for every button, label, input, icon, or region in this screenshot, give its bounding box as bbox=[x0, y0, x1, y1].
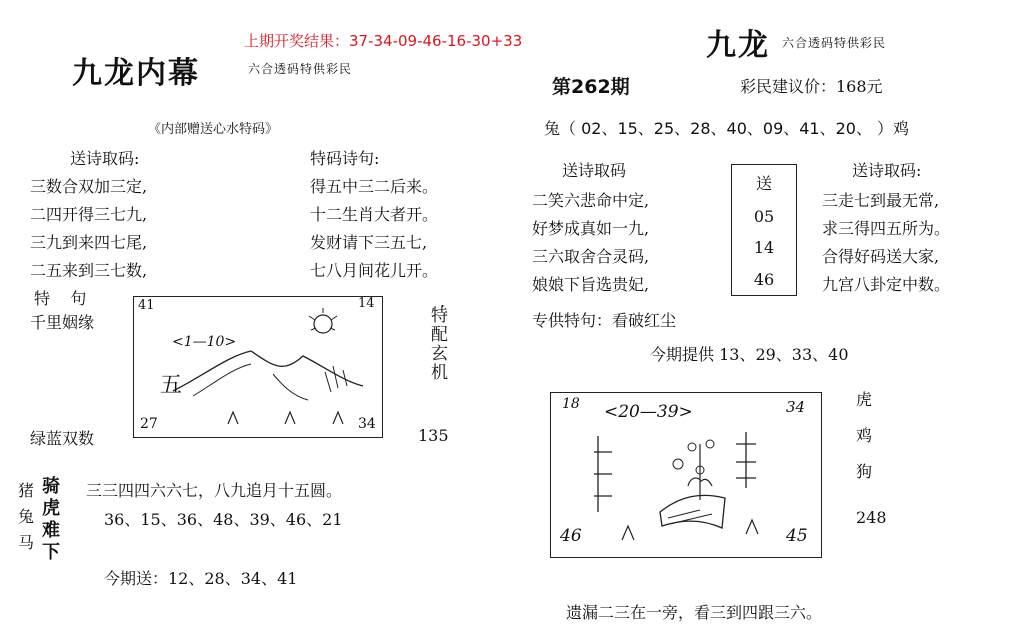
send-label: 送 bbox=[755, 174, 772, 194]
dot: . bbox=[440, 292, 446, 311]
left-special-poem-heading: 特码诗句: bbox=[310, 149, 380, 168]
left-poem-right bbox=[310, 173, 438, 285]
riddle-col bbox=[42, 476, 60, 564]
right-animals bbox=[856, 382, 872, 490]
poem-line: 合得好码送大家, bbox=[822, 247, 940, 266]
poem-line: 得五中三二后来。 bbox=[310, 177, 439, 196]
right-special-phrase: 专供特句：看破红尘 bbox=[532, 311, 677, 330]
riddle-char: 难 bbox=[42, 520, 60, 541]
riddle-char: 虎 bbox=[42, 498, 60, 519]
animal-rabbit: 兔 bbox=[18, 507, 35, 526]
poem-line: 求三得四五所为。 bbox=[822, 219, 951, 238]
number-248: 248 bbox=[856, 508, 887, 527]
send-number: 14 bbox=[753, 238, 775, 258]
send-number: 05 bbox=[753, 206, 775, 226]
left-sketch-drawing bbox=[133, 296, 383, 438]
poem-line: 发财请下三五七, bbox=[310, 233, 428, 252]
sketch-num-34: 34 bbox=[358, 416, 376, 432]
animals-col bbox=[18, 478, 34, 556]
provide-numbers: 今期提供 13、29、33、40 bbox=[650, 345, 849, 364]
animal-tiger: 虎 bbox=[856, 390, 873, 409]
left-title: 九龙内幕 bbox=[72, 56, 200, 91]
left-poem-left bbox=[30, 173, 147, 285]
issue-number: 第262期 bbox=[552, 76, 630, 98]
poem-line: 二四开得三七九, bbox=[30, 205, 148, 224]
left-poem-heading: 送诗取码: bbox=[70, 149, 140, 168]
sketch-range: <20—39> bbox=[604, 402, 693, 422]
poem-line: 三九到来四七尾, bbox=[30, 233, 148, 252]
right-title: 九龙 bbox=[706, 28, 770, 63]
poem-line: 好梦成真如一九, bbox=[532, 219, 650, 238]
internal-tag: 《内部赠送心水特码》 bbox=[148, 122, 279, 137]
right-poem-heading-left: 送诗取码 bbox=[562, 161, 627, 180]
sketch-num-46: 46 bbox=[560, 526, 582, 546]
animal-horse: 马 bbox=[18, 533, 35, 552]
right-poem-heading-right: 送诗取码: bbox=[852, 161, 922, 180]
suggested-price: 彩民建议价：168元 bbox=[740, 77, 883, 96]
poem-line: 三数合双加三定, bbox=[30, 177, 148, 196]
right-poem-right bbox=[822, 187, 950, 299]
footer-line: 遗漏二三在一旁，看三到四跟三六。 bbox=[566, 603, 823, 622]
animal-pig: 猪 bbox=[18, 481, 35, 500]
sketch-num-34: 34 bbox=[786, 398, 806, 416]
sketch-num-41: 41 bbox=[138, 298, 155, 313]
riddle-numbers: 36、15、36、48、39、46、21 bbox=[104, 510, 343, 529]
special-label: 特 句 bbox=[34, 289, 87, 308]
sketch-num-14: 14 bbox=[358, 296, 375, 311]
number-135: 135 bbox=[418, 426, 449, 445]
animal-dog: 狗 bbox=[856, 462, 873, 481]
poem-line: 二五来到三七数, bbox=[30, 261, 148, 280]
right-poem-left bbox=[532, 187, 649, 299]
animal-rooster: 鸡 bbox=[856, 426, 873, 445]
riddle-char: 骑 bbox=[42, 476, 60, 497]
last-result: 上期开奖结果：37-34-09-46-16-30+33 bbox=[244, 32, 523, 50]
right-subtitle: 六合透码特供彩民 bbox=[782, 36, 887, 50]
poem-line: 十二生肖大者开。 bbox=[310, 205, 439, 224]
sketch-char: 五 bbox=[160, 373, 183, 398]
poem-line: 七八月间花儿开。 bbox=[310, 261, 439, 280]
sketch-num-27: 27 bbox=[140, 416, 158, 432]
sketch-num-45: 45 bbox=[786, 526, 808, 546]
color-label: 绿蓝双数 bbox=[30, 429, 95, 448]
today-send: 今期送：12、28、34、41 bbox=[104, 569, 298, 588]
vertical-label: 特配玄机 bbox=[427, 306, 447, 382]
sketch-num-18: 18 bbox=[562, 396, 580, 412]
zodiac-line: 兔（ 02、15、25、28、40、09、41、20、 ）鸡 bbox=[544, 119, 910, 138]
poem-line: 三六取舍合灵码, bbox=[532, 247, 650, 266]
poem-line: 九宫八卦定中数。 bbox=[822, 275, 951, 294]
send-box bbox=[731, 164, 797, 296]
special-phrase: 千里姻缘 bbox=[30, 313, 95, 332]
sketch-range: <1—10> bbox=[172, 334, 237, 350]
poem-line: 二笑六悲命中定, bbox=[532, 191, 650, 210]
riddle-char: 下 bbox=[42, 542, 60, 563]
send-number: 46 bbox=[753, 269, 775, 289]
riddle-line: 三三四四六六七，八九追月十五圆。 bbox=[86, 481, 343, 500]
poem-line: 三走七到最无常, bbox=[822, 191, 940, 210]
left-subtitle: 六合透码特供彩民 bbox=[248, 62, 353, 76]
poem-line: 娘娘下旨选贵妃, bbox=[532, 275, 650, 294]
